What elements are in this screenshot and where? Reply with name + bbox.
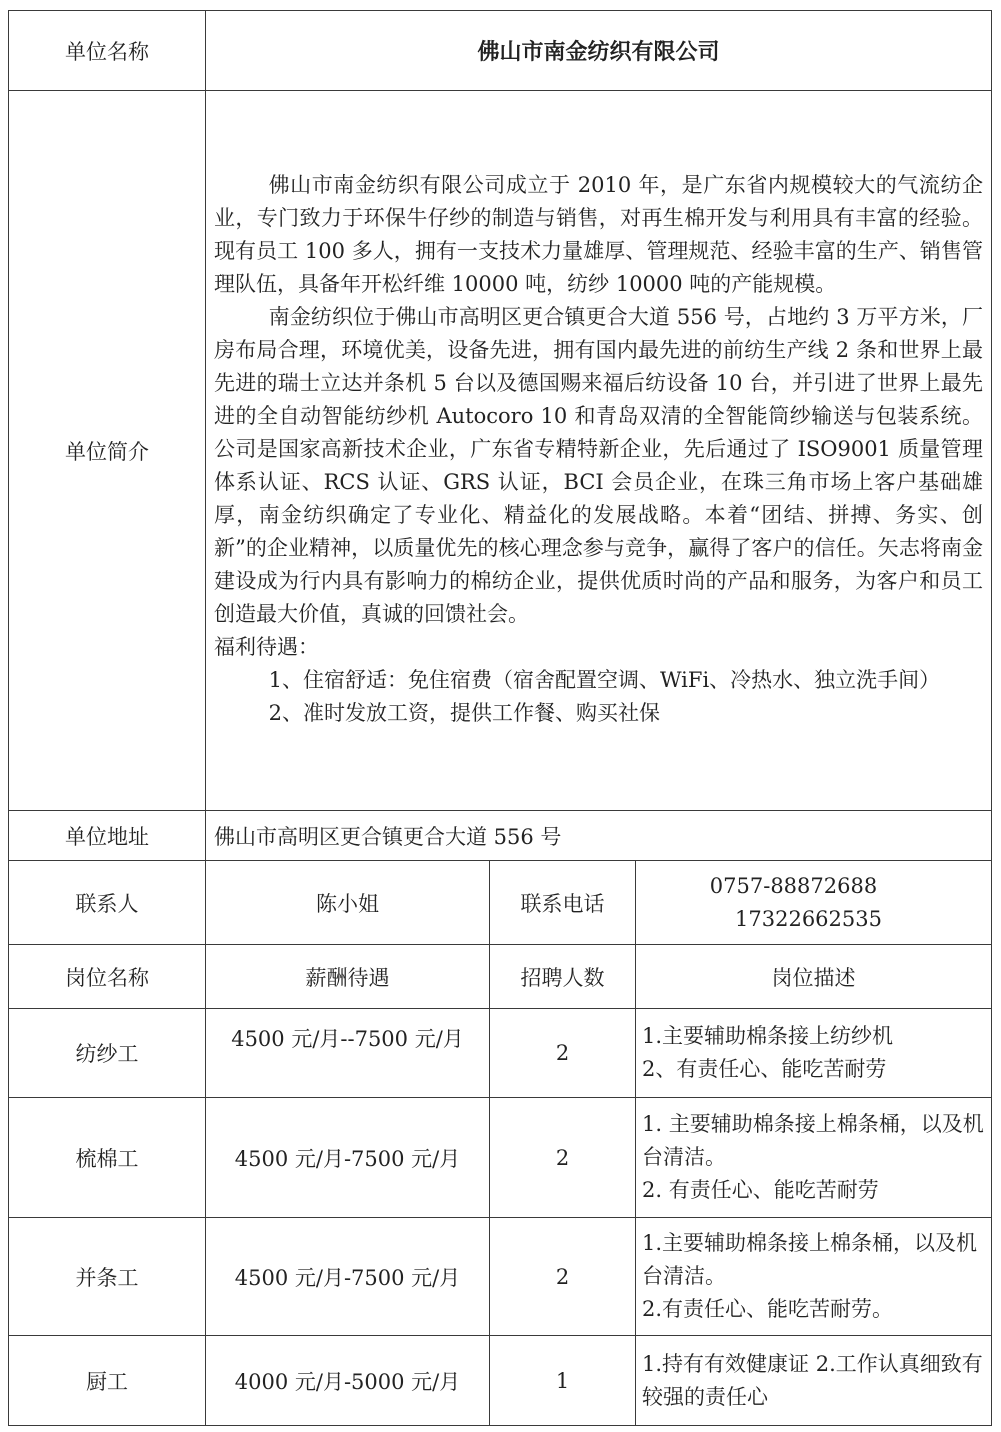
contact-label: 联系人 [9, 861, 206, 945]
job-title: 并条工 [9, 1218, 206, 1336]
job-row [9, 1336, 992, 1426]
job-count: 2 [490, 1098, 636, 1218]
job-title: 纺纱工 [9, 1009, 206, 1098]
job-title: 梳棉工 [9, 1098, 206, 1218]
address-value: 佛山市高明区更合镇更合大道 556 号 [206, 811, 992, 861]
phone-1: 0757-88872688 [709, 873, 878, 898]
job-count: 2 [490, 1218, 636, 1336]
job-row [9, 1009, 992, 1098]
job-description-line: 2. 有责任心、能吃苦耐劳 [642, 1178, 879, 1202]
phone-2: 17322662535 [735, 906, 882, 931]
job-salary: 4500 元/月-7500 元/月 [206, 1098, 490, 1218]
job-row [9, 1098, 992, 1218]
job-description [636, 1098, 992, 1218]
job-description-line: 1.主要辅助棉条接上纺纱机 [642, 1024, 894, 1048]
job-description-line: 1. 主要辅助棉条接上棉条桶，以及机台清洁。 [642, 1112, 984, 1169]
contact-row [9, 861, 992, 945]
address-row [9, 811, 992, 861]
header-salary: 薪酬待遇 [206, 945, 490, 1009]
job-description-line: 2.有责任心、能吃苦耐劳。 [642, 1297, 894, 1321]
benefit-item-1: 1、住宿舒适：免住宿费（宿舍配置空调、WiFi、冷热水、独立洗手间） [268, 668, 941, 692]
company-intro [206, 91, 992, 811]
address-label: 单位地址 [9, 811, 206, 861]
job-title: 厨工 [9, 1336, 206, 1426]
job-description [636, 1336, 992, 1426]
job-row [9, 1218, 992, 1336]
company-intro-label: 单位简介 [9, 91, 206, 811]
benefits-title: 福利待遇： [214, 635, 319, 659]
intro-paragraph-2: 南金纺织位于佛山市高明区更合镇更合大道 556 号，占地约 3 万平方米，厂房布局合理，环境优美，设备先进，拥有国内最先进的前纺生产线 2 条和世界上最先进的瑞士立达并条机 5 台以及德国赐来福后纺设备 10 台，并引进了世界上最先进的全自动智能纺纱机 Autocoro 10 和青岛双清的全智能筒纱输送与包装系统。公司是国家高新技术企业，广东省专精特新企业，先后通过了 ISO9001 质量管理体系认证、RCS 认证、GRS 认证，BCI 会员企业，在珠三角市场上客户基础雄厚，南金纺织确定了专业化、精益化的发展战略。本着“团结、拼搏、务实、创新”的企业精神，以质量优先的核心理念参与竞争，赢得了客户的信任。矢志将南金建设成为行内具有影响力的棉纺企业，提供优质时尚的产品和服务，为客户和员工创造最大价值，真诚的回馈社会。 [214, 305, 984, 626]
job-count: 1 [490, 1336, 636, 1426]
job-description-line: 2、有责任心、能吃苦耐劳 [642, 1057, 887, 1081]
contact-value: 陈小姐 [206, 861, 490, 945]
job-description-line: 1.持有有效健康证 2.工作认真细致有较强的责任心 [642, 1351, 983, 1409]
intro-paragraph-1: 佛山市南金纺织有限公司成立于 2010 年，是广东省内规模较大的气流纺企业，专门致力于环保牛仔纱的制造与销售，对再生棉开发与利用具有丰富的经验。现有员工 100 多人，拥有一支技术力量雄厚、管理规范、经验丰富的生产、销售管理队伍，具备年开松纤维 10000 吨，纺纱 10000 吨的产能规模。 [214, 173, 984, 296]
job-description [636, 1218, 992, 1336]
phone-values [636, 861, 992, 945]
job-description-line: 1.主要辅助棉条接上棉条桶，以及机台清洁。 [642, 1231, 978, 1288]
job-salary: 4500 元/月-7500 元/月 [206, 1218, 490, 1336]
company-name: 佛山市南金纺织有限公司 [206, 11, 992, 91]
company-name-label: 单位名称 [9, 11, 206, 91]
job-salary: 4500 元/月--7500 元/月 [206, 1009, 490, 1098]
company-table [8, 10, 992, 1426]
header-count: 招聘人数 [490, 945, 636, 1009]
job-description [636, 1009, 992, 1098]
job-count: 2 [490, 1009, 636, 1098]
benefit-item-2: 2、准时发放工资，提供工作餐、购买社保 [268, 701, 660, 725]
jobs-header-row [9, 945, 992, 1009]
company-name-row [9, 11, 992, 91]
header-description: 岗位描述 [636, 945, 992, 1009]
header-position: 岗位名称 [9, 945, 206, 1009]
recruitment-sheet [8, 10, 991, 1426]
job-salary: 4000 元/月-5000 元/月 [206, 1336, 490, 1426]
company-intro-row [9, 91, 992, 811]
phone-label: 联系电话 [490, 861, 636, 945]
